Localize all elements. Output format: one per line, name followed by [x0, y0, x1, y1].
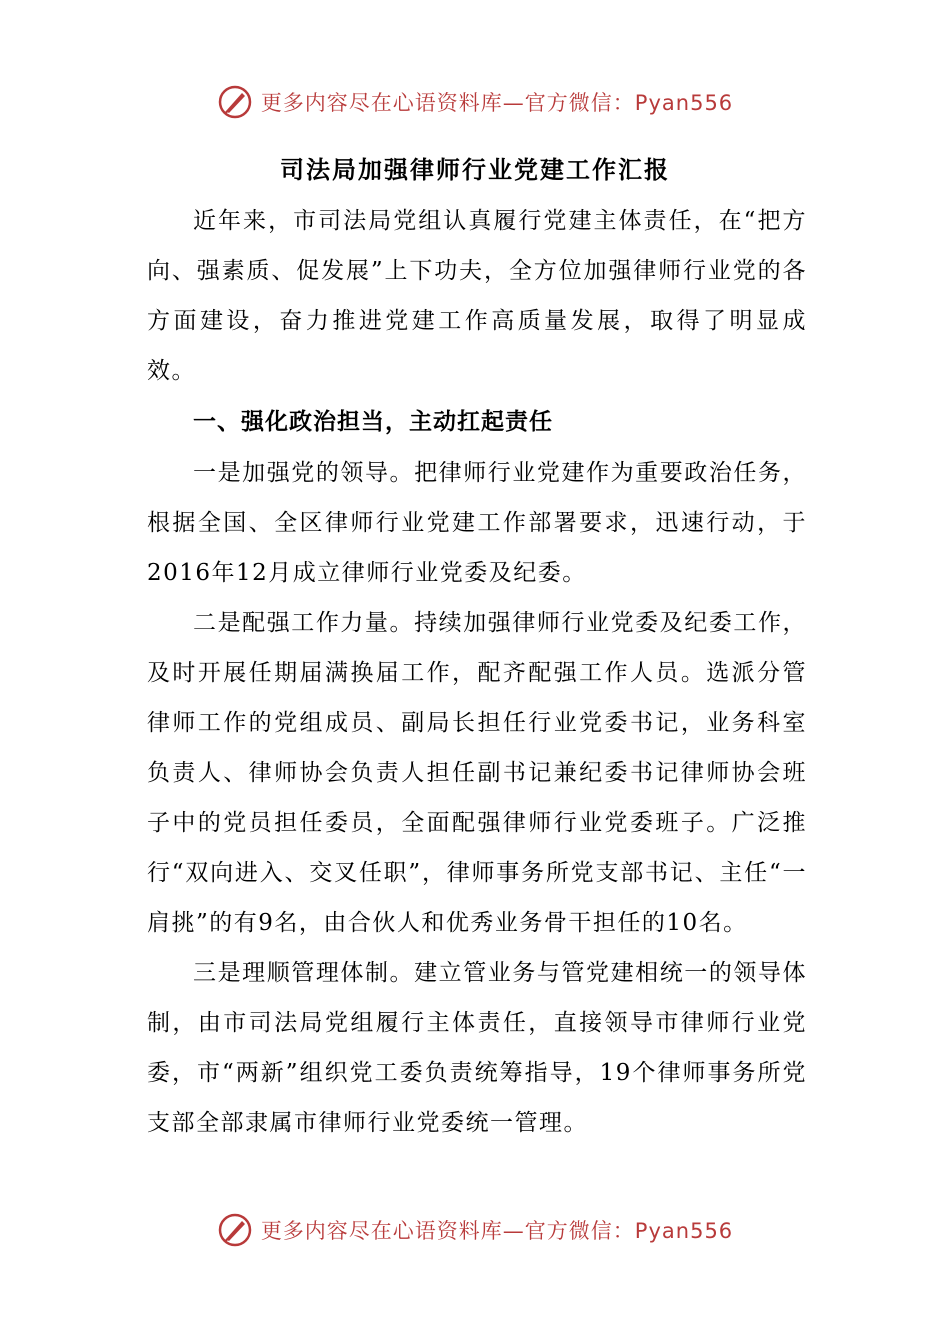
- watermark-text: 更多内容尽在心语资料库—官方微信：Pyan556: [260, 91, 734, 115]
- watermark-banner-top: [0, 80, 950, 124]
- body-paragraph: 二是配强工作力量。持续加强律师行业党委及纪委工作，及时开展任期届满换届工作，配齐配强工作人员。选派分管律师工作的党组成员、副局长担任行业党委书记，业务科室负责人、律师协会负责人担任副书记兼纪委书记律师协会班子中的党员担任委员，全面配强律师行业党委班子。广泛推行“双向进入、交叉任职”，律师事务所党支部书记、主任“一肩挑”的有9名，由合伙人和优秀业务骨干担任的10名。: [147, 610, 807, 936]
- body-paragraph: 三是理顺管理体制。建立管业务与管党建相统一的领导体制，由市司法局党组履行主体责任，直接领导市律师行业党委，市“两新”组织党工委负责统筹指导，19个律师事务所党支部全部隶属市律师行业党委统一管理。: [147, 960, 807, 1136]
- document-body: [147, 196, 807, 1148]
- section-heading: 一、强化政治担当，主动扛起责任: [193, 408, 553, 435]
- document-title: 司法局加强律师行业党建工作汇报: [280, 155, 670, 184]
- intro-paragraph: 近年来，市司法局党组认真履行党建主体责任，在“把方向、强素质、促发展”上下功夫，全方位加强律师行业党的各方面建设，奋力推进党建工作高质量发展，取得了明显成效。: [147, 208, 807, 384]
- watermark-banner-bottom: [0, 1208, 950, 1252]
- quill-circle-icon: [217, 84, 253, 120]
- body-paragraph: 一是加强党的领导。把律师行业党建作为重要政治任务，根据全国、全区律师行业党建工作部署要求，迅速行动，于2016年12月成立律师行业党委及纪委。: [147, 460, 807, 586]
- quill-circle-icon: [217, 1212, 253, 1248]
- watermark-text: 更多内容尽在心语资料库—官方微信：Pyan556: [260, 1219, 734, 1243]
